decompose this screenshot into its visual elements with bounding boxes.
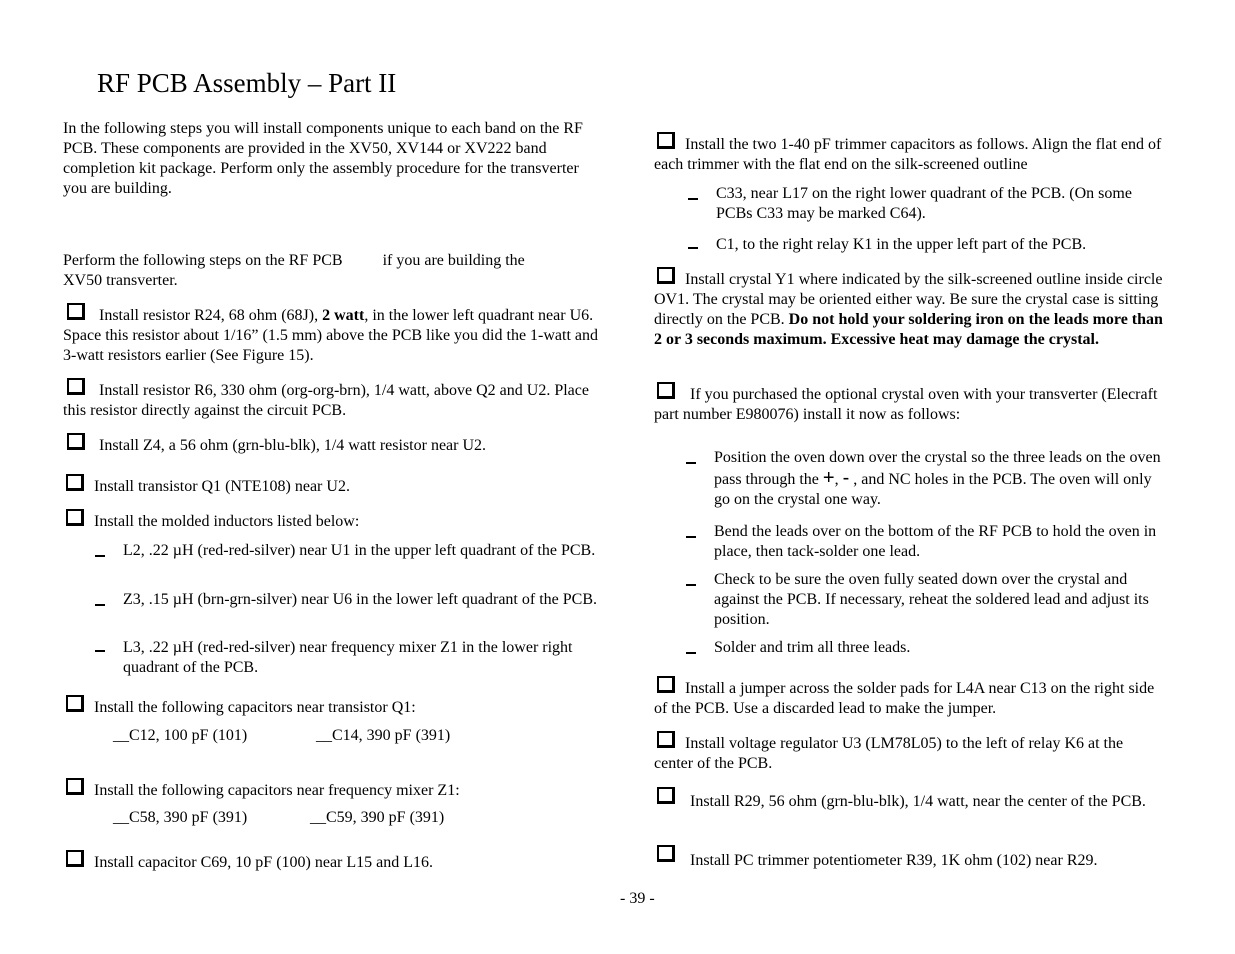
substep-position-comma: , bbox=[834, 471, 843, 488]
sub-checkbox-z3[interactable] bbox=[95, 604, 105, 606]
cap-c59: __C59, 390 pF (391) bbox=[310, 809, 445, 826]
step-caps-z1: Install the following capacitors near frequency mixer Z1: bbox=[94, 782, 460, 799]
sub-checkbox-c33[interactable] bbox=[688, 198, 698, 200]
sub-checkbox-solder[interactable] bbox=[686, 652, 696, 654]
substep-position-text-a: Position the oven down over the crystal so the three leads on the oven pass through the bbox=[714, 449, 1161, 488]
substep-c1: C1, to the right relay K1 in the upper left part of the PCB. bbox=[716, 236, 1087, 253]
checkbox-inductors[interactable] bbox=[66, 509, 84, 526]
step-r6: Install resistor R6, 330 ohm (org-org-brn), 1/4 watt, above Q2 and U2. Place this resistor directly against the circuit PCB. bbox=[63, 382, 589, 419]
step-y1 bbox=[654, 270, 1164, 350]
perform-text-a: Perform the following steps on the RF PCB bbox=[63, 252, 343, 269]
perform-text-c: XV50 transverter. bbox=[63, 272, 178, 289]
sub-checkbox-c1[interactable] bbox=[688, 247, 698, 249]
substep-c33: C33, near L17 on the right lower quadrant of the PCB. (On some PCBs C33 may be marked C64). bbox=[716, 185, 1132, 222]
step-r24-text-b: , in the lower left quadrant near U6. Space this resistor about 1/16” (1.5 mm) above the PCB like you did the 1-watt and 3-watt resistors earlier (See Figure 15). bbox=[63, 307, 599, 364]
substep-l3: L3, .22 µH (red-red-silver) near frequency mixer Z1 in the lower right quadrant of the PCB. bbox=[123, 639, 573, 676]
step-r29: Install R29, 56 ohm (grn-blu-blk), 1/4 watt, near the center of the PCB. bbox=[690, 793, 1146, 810]
sub-checkbox-l3[interactable] bbox=[95, 650, 105, 652]
substep-position bbox=[714, 448, 1164, 510]
sub-checkbox-bend[interactable] bbox=[686, 536, 696, 538]
perform-paragraph bbox=[63, 251, 603, 291]
cap-c12: __C12, 100 pF (101) bbox=[113, 727, 248, 744]
step-r39: Install PC trimmer potentiometer R39, 1K ohm (102) near R29. bbox=[690, 852, 1098, 869]
step-r24-text-a: Install resistor R24, 68 ohm (68J), bbox=[99, 307, 323, 324]
page-title: RF PCB Assembly – Part II bbox=[97, 68, 397, 98]
plus-symbol: + bbox=[822, 467, 835, 489]
step-trimmers: Install the two 1-40 pF trimmer capacitors as follows. Align the flat end of each trimmer with the flat end on the silk-screened outline bbox=[654, 136, 1162, 173]
sub-checkbox-check[interactable] bbox=[686, 584, 696, 586]
substep-bend: Bend the leads over on the bottom of the RF PCB to hold the oven in place, then tack-solder one lead. bbox=[714, 523, 1157, 560]
minus-symbol: - bbox=[842, 467, 850, 489]
checkbox-caps-q1[interactable] bbox=[66, 695, 84, 712]
step-u3: Install voltage regulator U3 (LM78L05) to the left of relay K6 at the center of the PCB. bbox=[654, 735, 1124, 772]
checkbox-c69[interactable] bbox=[66, 850, 84, 867]
checkbox-caps-z1[interactable] bbox=[66, 778, 84, 795]
step-r24-bold: 2 watt bbox=[322, 307, 365, 324]
step-y1-warning: Do not hold your soldering iron on the leads more than 2 or 3 seconds maximum. Excessive heat may damage the crystal. bbox=[654, 311, 1163, 348]
cap-c14: __C14, 390 pF (391) bbox=[316, 727, 451, 744]
step-r24 bbox=[63, 306, 603, 366]
step-caps-q1: Install the following capacitors near transistor Q1: bbox=[94, 699, 416, 716]
substep-l2: L2, .22 µH (red-red-silver) near U1 in the upper left quadrant of the PCB. bbox=[123, 542, 596, 559]
sub-checkbox-l2[interactable] bbox=[95, 555, 105, 557]
step-c69: Install capacitor C69, 10 pF (100) near L15 and L16. bbox=[94, 854, 434, 871]
substep-check: Check to be sure the oven fully seated down over the crystal and against the PCB. If necessary, reheat the soldered lead and adjust its position. bbox=[714, 571, 1149, 628]
substep-z3: Z3, .15 µH (brn-grn-silver) near U6 in the lower left quadrant of the PCB. bbox=[123, 591, 597, 608]
step-y1-text: Install crystal Y1 where indicated by the silk-screened outline inside circle OV1. The crystal may be oriented either way. Be sure the crystal case is sitting directly on the PCB. bbox=[654, 271, 1163, 328]
step-z4: Install Z4, a 56 ohm (grn-blu-blk), 1/4 watt resistor near U2. bbox=[99, 437, 487, 454]
intro-paragraph: In the following steps you will install components unique to each band on the RF PCB. These components are provided in the XV50, XV144 or XV222 band completion kit package. Perform only the assembly procedure for the transverter you are building. bbox=[63, 120, 583, 197]
step-inductors: Install the molded inductors listed below: bbox=[94, 513, 360, 530]
step-oven: If you purchased the optional crystal oven with your transverter (Elecraft part number E980076) install it now as follows: bbox=[654, 386, 1158, 423]
page-number: - 39 - bbox=[620, 890, 655, 907]
sub-checkbox-position[interactable] bbox=[686, 462, 696, 464]
cap-c58: __C58, 390 pF (391) bbox=[113, 809, 248, 826]
step-q1: Install transistor Q1 (NTE108) near U2. bbox=[94, 478, 350, 495]
checkbox-q1[interactable] bbox=[66, 474, 84, 491]
step-jumper: Install a jumper across the solder pads for L4A near C13 on the right side of the PCB. Use a discarded lead to make the jumper. bbox=[654, 680, 1155, 717]
perform-text-b: if you are building the bbox=[382, 252, 525, 269]
substep-position-text-b: , and NC holes in the PCB. The oven will only go on the crystal one way. bbox=[714, 471, 1152, 508]
substep-solder: Solder and trim all three leads. bbox=[714, 639, 911, 656]
